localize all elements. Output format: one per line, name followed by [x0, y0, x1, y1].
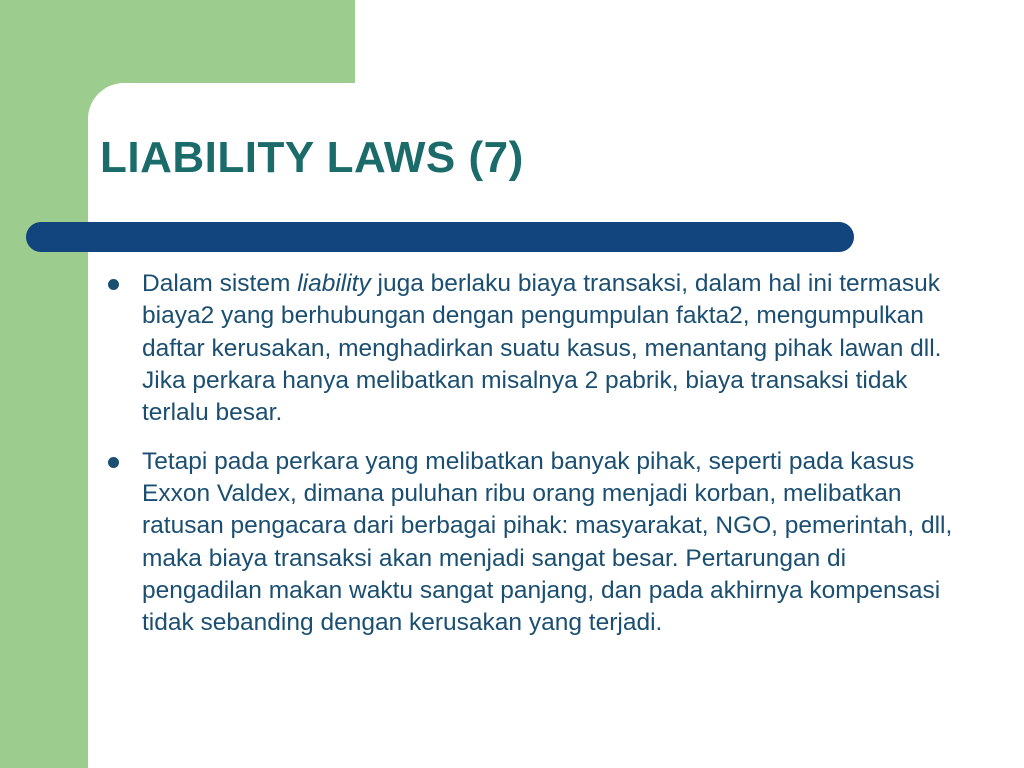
bullet-text-part-2: juga berlaku biaya transaksi, dalam hal ini termasuk biaya2 yang berhubungan dengan pengumpulan fakta2, mengumpulkan daftar kerusakan, menghadirkan suatu kasus, menantang pihak lawan dll. Jika perkara hanya melibatkan misalnya 2 pabrik, biaya transaksi tidak terlalu besar. — [142, 270, 942, 427]
list-item — [100, 446, 960, 640]
bullet-list — [100, 268, 960, 656]
bullet-text-italic: liability — [297, 270, 371, 297]
title-divider-bar — [26, 222, 854, 252]
slide-title: LIABILITY LAWS (7) — [100, 133, 524, 182]
list-item — [100, 268, 960, 430]
bullet-text-part-1: Dalam sistem — [142, 270, 298, 297]
bullet-text: Tetapi pada perkara yang melibatkan banyak pihak, seperti pada kasus Exxon Valdex, dimana puluhan ribu orang menjadi korban, melibatkan ratusan pengacara dari berbagai pihak: masyarakat, NGO, pemerintah, dll, maka biaya transaksi akan menjadi sangat besar. Pertarungan di pengadilan makan waktu sangat panjang, dan pada akhirnya kompensasi tidak sebanding dengan kerusakan yang terjadi. — [142, 447, 953, 637]
bullet-dot-icon — [108, 457, 119, 468]
bullet-dot-icon — [108, 279, 119, 290]
